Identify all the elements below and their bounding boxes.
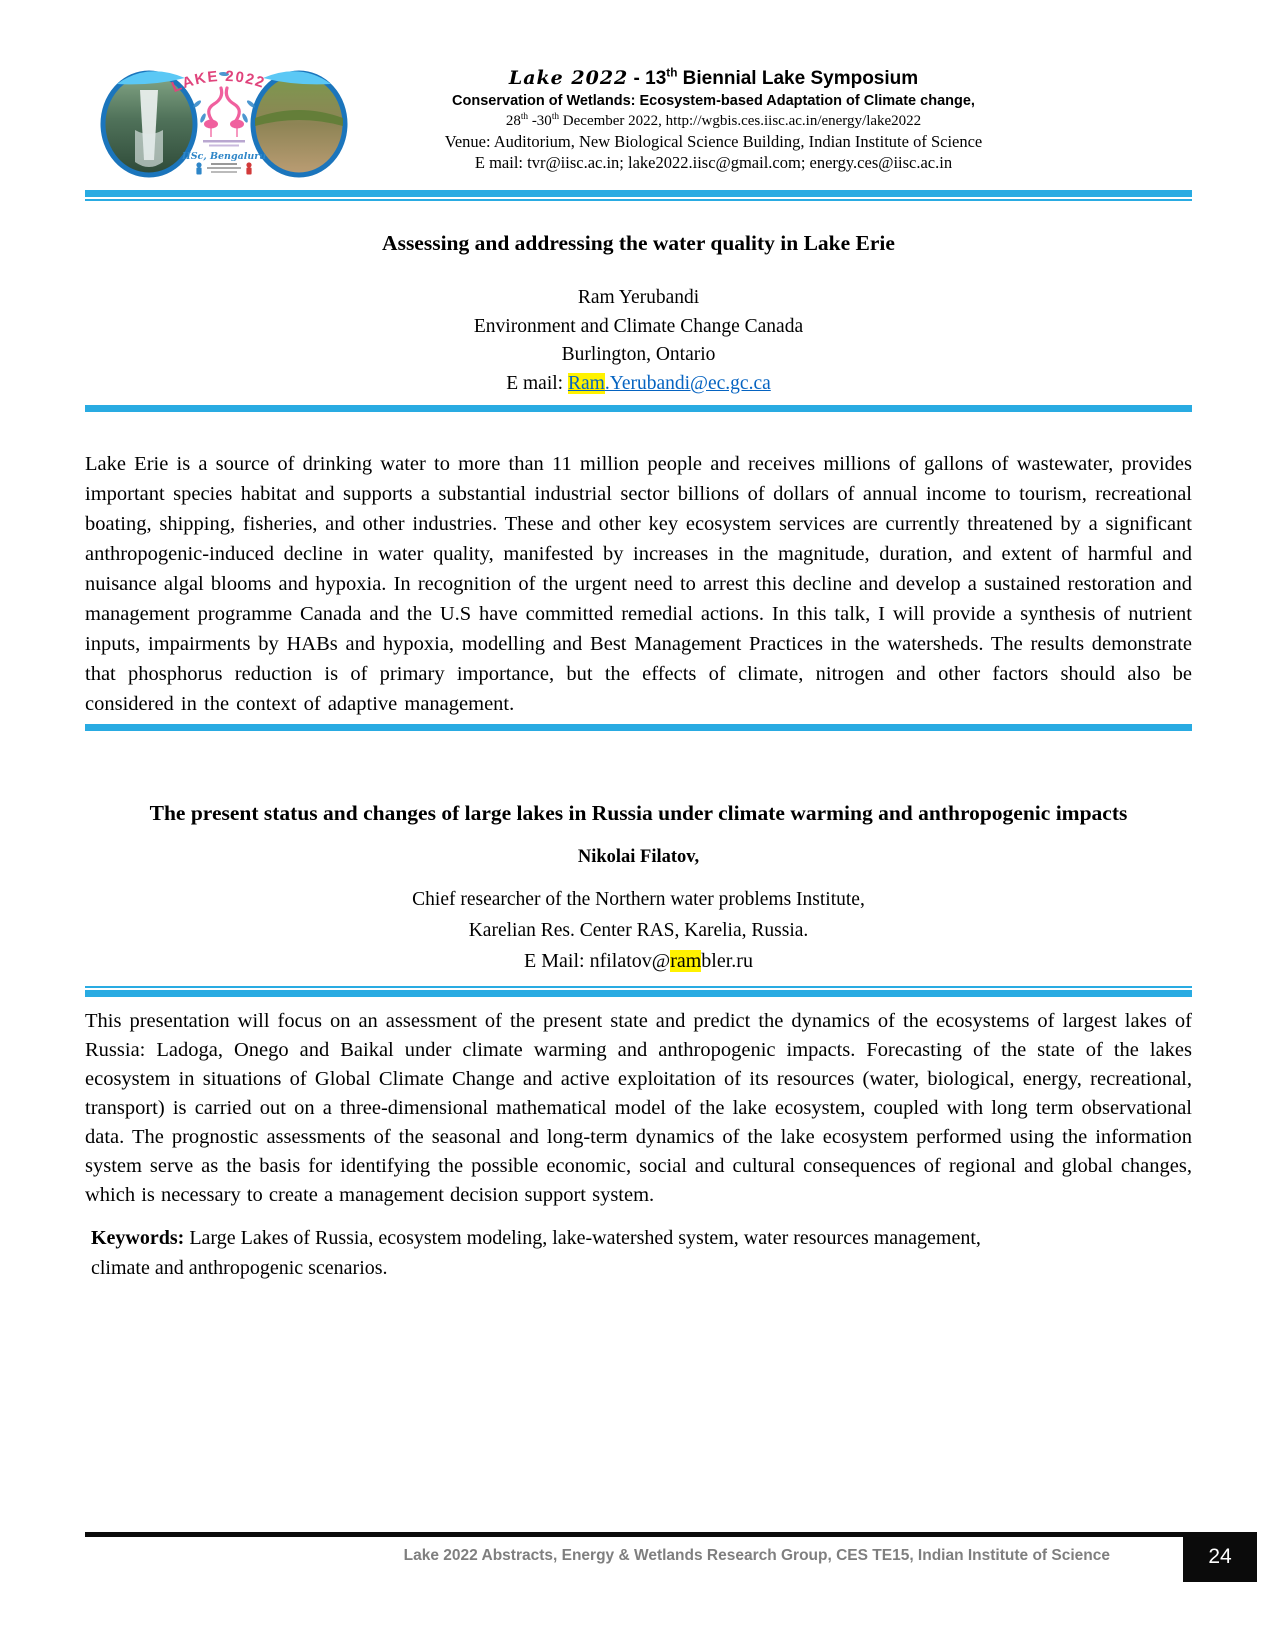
keywords-label: Keywords: <box>91 1227 185 1249</box>
abstract1-email-label: E mail: <box>506 372 568 394</box>
symposium-title-script: Lake 2022 <box>508 67 629 89</box>
footer-text: Lake 2022 Abstracts, Energy & Wetlands Research Group, CES TE15, Indian Institute of Science <box>403 1547 1110 1564</box>
symposium-date-url: 28th -30th December 2022, http://wgbis.ces.iisc.ac.in/energy/lake2022 <box>505 112 922 129</box>
abstract1-author-block <box>85 284 1192 398</box>
symposium-header <box>85 56 1192 184</box>
header-divider-thin <box>85 199 1192 201</box>
abstract2-affiliation-1: Chief researcher of the Northern water problems Institute, <box>412 889 865 910</box>
abstract2-divider <box>85 986 1192 997</box>
abstract2-email-highlight: ram <box>670 950 702 972</box>
abstract2-affiliation-block <box>85 884 1192 977</box>
keywords-text: Large Lakes of Russia, ecosystem modeling, lake-watershed system, water resources management, climate and anthropogenic scenarios. <box>91 1227 981 1279</box>
abstract2-body: This presentation will focus on an assessment of the present state and predict the dynamics of the ecosystems of largest lakes of Russia: Ladoga, Onego and Baikal under climate warming and anthropogenic impacts. Forecasting of the state of the lakes ecosystem in situations of Global Climate Change and active exploitation of its resources (water, biological, energy, recreational, transport) is carried out on a three-dimensional mathematical model of the lake ecosystem, coupled with long term observational data. The prognostic assessments of the seasonal and long-term dynamics of the lake ecosystem performed using the information system serve as the basis for identifying the possible economic, social and cultural consequences of regional and global changes, which is necessary to create a management decision support system. <box>85 1010 1192 1206</box>
abstract-russian-lakes <box>85 795 1192 1283</box>
abstract-lake-erie <box>85 228 1192 731</box>
logo-title: LAKE 2022 <box>169 67 268 97</box>
symposium-subtitle: Conservation of Wetlands: Ecosystem-based Adaptation of Climate change, <box>452 93 975 109</box>
footer-rule <box>85 1532 1192 1537</box>
abstract1-location: Burlington, Ontario <box>561 344 716 365</box>
header-divider <box>85 190 1192 201</box>
abstract2-author: Nikolai Filatov, <box>577 847 700 867</box>
mangrove-photo <box>253 73 345 175</box>
lake-2022-logo <box>99 60 349 178</box>
abstract1-top-divider <box>85 405 1192 412</box>
header-divider-thick <box>85 190 1192 197</box>
abstract2-email-line: E Mail: nfilatov@rambler.ru <box>524 950 753 972</box>
abstract2-keywords <box>85 1223 1021 1283</box>
abstract2-affiliation-2: Karelian Res. Center RAS, Karelia, Russia. <box>468 920 809 941</box>
abstract1-email-line <box>85 370 1192 399</box>
page-content <box>85 56 1192 1283</box>
flamingo-icon <box>204 88 244 137</box>
page-number: 24 <box>1208 1545 1232 1568</box>
symposium-venue: Venue: Auditorium, New Biological Science Building, Indian Institute of Science <box>444 132 983 151</box>
svg-text:LAKE 2022 <box>169 68 267 96</box>
abstract2-title: The present status and changes of large lakes in Russia under climate warming and anthropogenic impacts <box>149 801 1128 825</box>
abstract1-email-highlight: Ram <box>567 372 605 394</box>
logo-org: IISc, Bengaluru <box>181 151 267 162</box>
abstract1-affiliation: Environment and Climate Change Canada <box>473 315 804 337</box>
abstract1-author: Ram Yerubandi <box>577 287 700 308</box>
logo-fine-print <box>203 140 245 147</box>
abstract1-title: Assessing and addressing the water quality in Lake Erie <box>382 231 895 255</box>
abstract2-divider-thick <box>85 990 1192 997</box>
logo-fine-print-2 <box>207 163 241 173</box>
symposium-title: Lake 2022 - 13th Biennial Lake Symposium <box>508 66 919 89</box>
page-number-badge <box>1183 1532 1257 1582</box>
symposium-emails: E mail: tvr@iisc.ac.in; lake2022.iisc@gmail.com; energy.ces@iisc.ac.in <box>474 153 953 172</box>
abstract1-email-link[interactable]: Ram.Yerubandi@ec.gc.ca <box>567 372 771 394</box>
abstract1-bottom-divider <box>85 724 1192 731</box>
lake-2022-logo-graphic <box>99 60 349 178</box>
abstract1-body: Lake Erie is a source of drinking water to more than 11 million people and receives millions of gallons of wastewater, provides important species habitat and supports a substantial industrial sector billions of dollars of annual income to tourism, recreational boating, shipping, fisheries, and other industries. These and other key ecosystem services are currently threatened by a significant anthropogenic-induced decline in water quality, manifested by increases in the magnitude, duration, and extent of harmful and nuisance algal blooms and hypoxia. In recognition of the urgent need to arrest this decline and develop a sustained restoration and management programme Canada and the U.S have committed remedial actions. In this talk, I will provide a synthesis of nutrient inputs, impairments by HABs and hypoxia, modelling and Best Management Practices in the watersheds. The results demonstrate that phosphorus reduction is of primary importance, but the effects of climate, nitrogen and other factors should also be considered in the context of adaptive management. <box>85 453 1192 715</box>
